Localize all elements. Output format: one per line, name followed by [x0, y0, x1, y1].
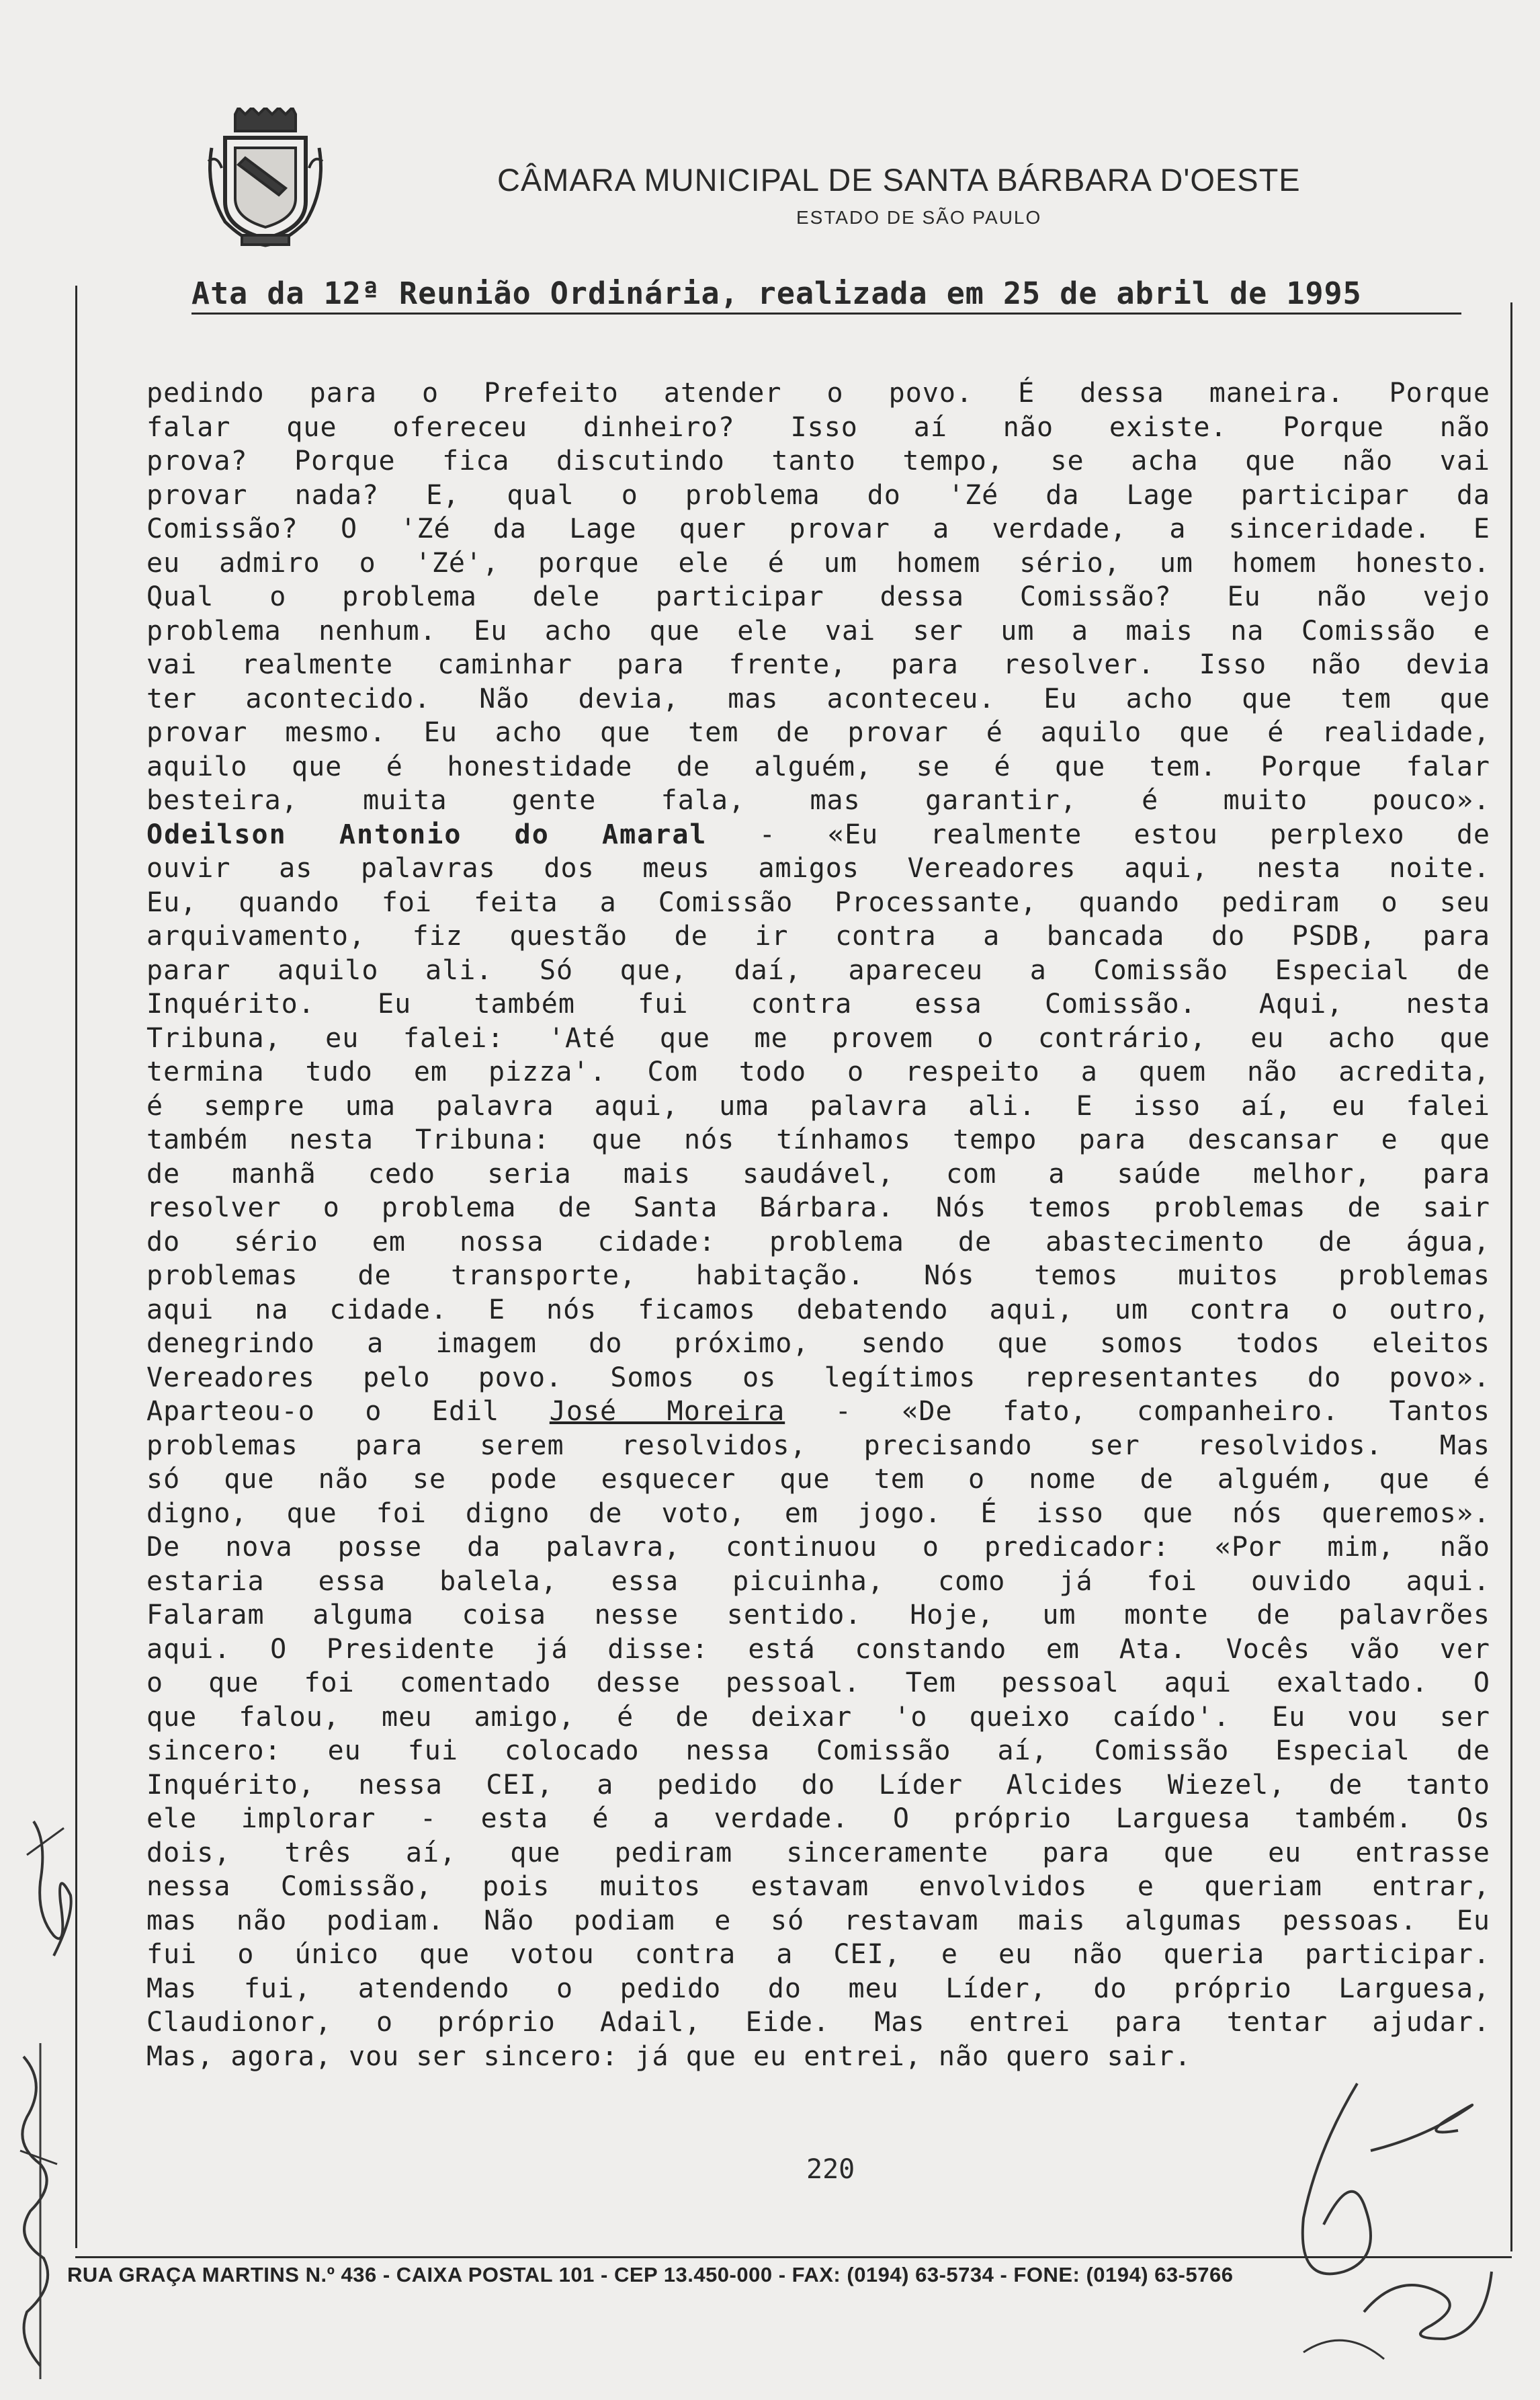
text-line: ouvir as palavras dos meus amigos Vereadores aqui, nesta noite.	[146, 853, 1490, 884]
text-line: sincero: eu fui colocado nessa Comissão aí, Comissão Especial de	[146, 1735, 1490, 1766]
text-line: mas não podiam. Não podiam e só restavam mais algumas pessoas. Eu	[146, 1905, 1490, 1936]
signature-right-icon	[1263, 2070, 1505, 2393]
aparte-intro: Aparteou-o o Edil	[146, 1396, 550, 1427]
text-line: do sério em nossa cidade: problema de abastecimento de água,	[146, 1226, 1490, 1257]
text-line: Inquérito. Eu também fui contra essa Comissão. Aqui, nesta	[146, 989, 1490, 1020]
text-line: vai realmente caminhar para frente, para resolver. Isso não devia	[146, 649, 1490, 680]
text-line: Mas, agora, vou ser sincero: já que eu entrei, não quero sair.	[146, 2040, 1192, 2072]
municipal-crest-icon	[205, 108, 326, 249]
text-line: Inquérito, nessa CEI, a pedido do Líder Alcides Wiezel, de tanto	[146, 1769, 1490, 1801]
text-line: falar que ofereceu dinheiro? Isso aí não existe. Porque não	[146, 411, 1490, 443]
text-line: nessa Comissão, pois muitos estavam envolvidos e queriam entrar,	[146, 1871, 1490, 1902]
text-line: pedindo para o Prefeito atender o povo. É dessa maneira. Porque	[146, 378, 1490, 409]
text-line: arquivamento, fiz questão de ir contra a bancada do PSDB, para	[146, 921, 1490, 952]
text-line: Mas fui, atendendo o pedido do meu Líder, do próprio Larguesa,	[146, 1973, 1490, 2004]
text-line: só que não se pode esquecer que tem o nome de alguém, que é	[146, 1464, 1490, 1495]
minutes-body	[146, 376, 1490, 2073]
text-line: aqui. O Presidente já disse: está constando em Ata. Vocês vão ver	[146, 1633, 1490, 1665]
text-line: Claudionor, o próprio Adail, Eide. Mas entrei para tentar ajudar.	[146, 2007, 1490, 2038]
text-line: termina tudo em pizza'. Com todo o respeito a quem não acredita,	[146, 1057, 1490, 1087]
signature-initials-icon	[7, 1801, 81, 1976]
text-line: o que foi comentado desse pessoal. Tem pessoal aqui exaltado. O	[146, 1667, 1490, 1698]
text-line: eu admiro o 'Zé', porque ele é um homem sério, um homem honesto.	[146, 547, 1490, 579]
institution-state: ESTADO DE SÃO PAULO	[796, 207, 1042, 228]
text-line: Comissão? O 'Zé da Lage quer provar a verdade, a sinceridade. E	[146, 513, 1490, 544]
text-line: digno, que foi digno de voto, em jogo. É isso que nós queremos».	[146, 1497, 1490, 1529]
footer-address: RUA GRAÇA MARTINS N.º 436 - CAIXA POSTAL 101 - CEP 13.450-000 - FAX: (0194) 63-5734 - FONE: (0194) 63-5766	[67, 2263, 1234, 2286]
right-margin-rule	[1510, 302, 1512, 2251]
edil-name: José Moreira	[549, 1396, 785, 1427]
text-line-aparte	[146, 1395, 1490, 1429]
speaker-name: Odeilson Antonio do Amaral	[146, 819, 708, 850]
text-line: besteira, muita gente fala, mas garantir, é muito pouco».	[146, 785, 1490, 816]
text-line: resolver o problema de Santa Bárbara. Nós temos problemas de sair	[146, 1192, 1490, 1223]
text-line: Qual o problema dele participar dessa Comissão? Eu não vejo	[146, 581, 1490, 612]
text-line: denegrindo a imagem do próximo, sendo que somos todos eleitos	[146, 1328, 1490, 1359]
text-line: ter acontecido. Não devia, mas aconteceu. Eu acho que tem que	[146, 683, 1490, 714]
text-line: Falaram alguma coisa nesse sentido. Hoje, um monte de palavrões	[146, 1600, 1490, 1630]
text-line: de manhã cedo seria mais saudável, com a saúde melhor, para	[146, 1158, 1490, 1190]
text-line: prova? Porque fica discutindo tanto tempo, se acha que não vai	[146, 446, 1490, 477]
text-line: ele implorar - esta é a verdade. O próprio Larguesa também. Os	[146, 1803, 1490, 1834]
text-line: provar mesmo. Eu acho que tem de provar é aquilo que é realidade,	[146, 717, 1490, 748]
text-line: problemas de transporte, habitação. Nós temos muitos problemas	[146, 1260, 1490, 1291]
text-line: é sempre uma palavra aqui, uma palavra ali. E isso aí, eu falei	[146, 1090, 1490, 1122]
text-line: Eu, quando foi feita a Comissão Processante, quando pediram o seu	[146, 886, 1490, 918]
signature-vertical-icon	[0, 2030, 67, 2379]
text-line: provar nada? E, qual o problema do 'Zé da Lage participar da	[146, 479, 1490, 511]
text-line: que falou, meu amigo, é de deixar 'o queixo caído'. Eu vou ser	[146, 1701, 1490, 1733]
minutes-title: Ata da 12ª Reunião Ordinária, realizada em 25 de abril de 1995	[191, 276, 1461, 315]
text-line: dois, três aí, que pediram sinceramente para que eu entrasse	[146, 1837, 1490, 1868]
text-line: problema nenhum. Eu acho que ele vai ser um a mais na Comissão e	[146, 615, 1490, 647]
page-number: 220	[806, 2154, 855, 2185]
aparte-text: - «De fato, companheiro. Tantos	[785, 1396, 1490, 1427]
speaker-line-text: - «Eu realmente estou perplexo de	[707, 819, 1490, 850]
text-line: aquilo que é honestidade de alguém, se é que tem. Porque falar	[146, 751, 1490, 782]
text-line: estaria essa balela, essa picuinha, como já foi ouvido aqui.	[146, 1565, 1490, 1597]
institution-name: CÂMARA MUNICIPAL DE SANTA BÁRBARA D'OESTE	[497, 162, 1301, 198]
text-line: Vereadores pelo povo. Somos os legítimos representantes do povo».	[146, 1362, 1490, 1393]
text-line-speaker	[146, 818, 1490, 852]
text-line: Tribuna, eu falei: 'Até que me provem o contrário, eu acho que	[146, 1022, 1490, 1054]
text-line: aqui na cidade. E nós ficamos debatendo aqui, um contra o outro,	[146, 1294, 1490, 1325]
text-line: De nova posse da palavra, continuou o predicador: «Por mim, não	[146, 1532, 1490, 1563]
text-line: parar aquilo ali. Só que, daí, apareceu a Comissão Especial de	[146, 954, 1490, 986]
text-line: problemas para serem resolvidos, precisando ser resolvidos. Mas	[146, 1430, 1490, 1461]
text-line: também nesta Tribuna: que nós tínhamos tempo para descansar e que	[146, 1124, 1490, 1155]
text-line: fui o único que votou contra a CEI, e eu não queria participar.	[146, 1939, 1490, 1970]
